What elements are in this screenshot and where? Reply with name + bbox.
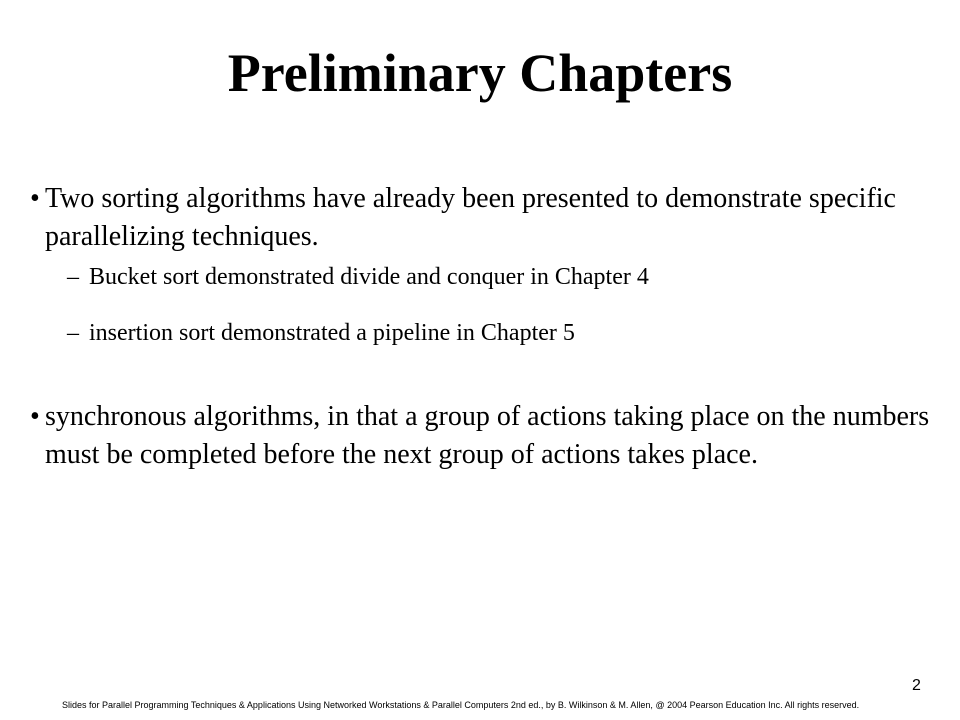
sub-bullet-text: Bucket sort demonstrated divide and conquer in Chapter 4 <box>89 264 649 290</box>
slide-title: Preliminary Chapters <box>227 43 733 103</box>
bullet-marker: • <box>30 401 40 432</box>
sub-bullet-marker: – <box>67 320 79 346</box>
page-number: 2 <box>912 677 921 694</box>
bullet-text: Two sorting algorithms have already been presented to demonstrate specific parallelizing techniques. <box>45 183 896 252</box>
sub-bullet-text: insertion sort demonstrated a pipeline in Chapter 5 <box>89 320 575 346</box>
copyright-footer: Slides for Parallel Programming Techniques & Applications Using Networked Workstations & Parallel Computers 2nd ed., by B. Wilkinson & M. Allen, @ 2004 Pearson Education Inc. All rights reserved. <box>62 700 860 710</box>
sub-bullet-marker: – <box>67 264 79 290</box>
bullet-text: synchronous algorithms, in that a group of actions taking place on the numbers must be completed before the next group of actions takes place. <box>45 401 930 470</box>
bullet-marker: • <box>30 183 40 214</box>
